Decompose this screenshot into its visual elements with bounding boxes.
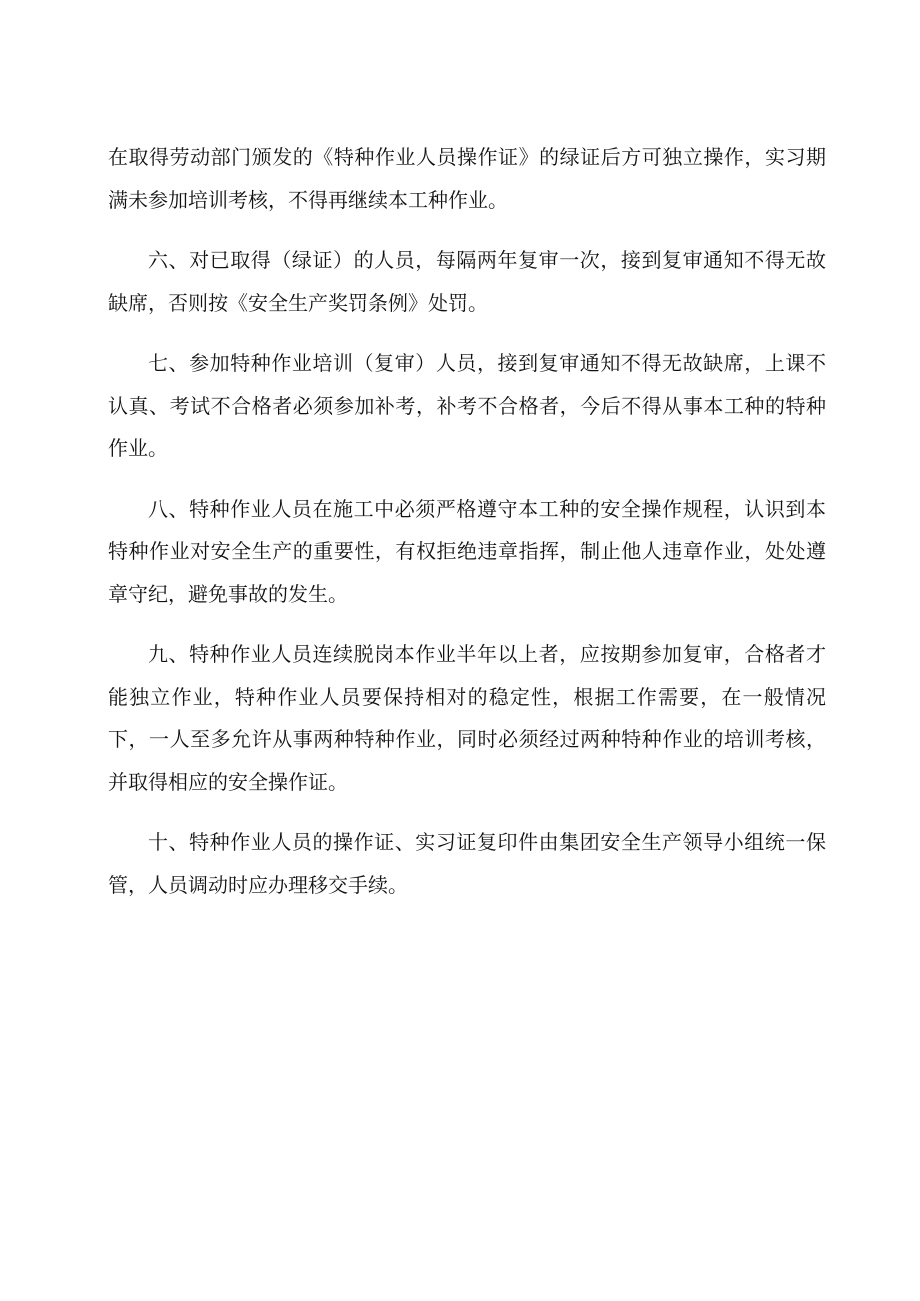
document-body (108, 136, 826, 924)
paragraph-item-7: 七、参加特种作业培训（复审）人员，接到复审通知不得无故缺席，上课不认真、考试不合格者必须参加补考，补考不合格者，今后不得从事本工种的特种作业。 (108, 351, 826, 460)
paragraph-item-8: 八、特种作业人员在施工中必须严格遵守本工种的安全操作规程，认识到本特种作业对安全生产的重要性，有权拒绝违章指挥，制止他人违章作业，处处遵章守纪，避免事故的发生。 (108, 496, 826, 606)
paragraph-continuation: 在取得劳动部门颁发的《特种作业人员操作证》的绿证后方可独立操作，实习期满未参加培训考核，不得再继续本工种作业。 (108, 145, 826, 212)
paragraph-item-10: 十、特种作业人员的操作证、实习证复印件由集团安全生产领导小组统一保管，人员调动时应办理移交手续。 (108, 830, 826, 897)
paragraph-item-6: 六、对已取得（绿证）的人员，每隔两年复审一次，接到复审通知不得无故缺席，否则按《安全生产奖罚条例》处罚。 (108, 248, 826, 315)
paragraph-item-9: 九、特种作业人员连续脱岗本作业半年以上者，应按期参加复审，合格者才能独立作业，特种作业人员要保持相对的稳定性，根据工作需要，在一般情况下，一人至多允许从事两种特种作业，同时必须经过两种特种作业的培训考核，并取得相应的安全操作证。 (108, 642, 826, 794)
